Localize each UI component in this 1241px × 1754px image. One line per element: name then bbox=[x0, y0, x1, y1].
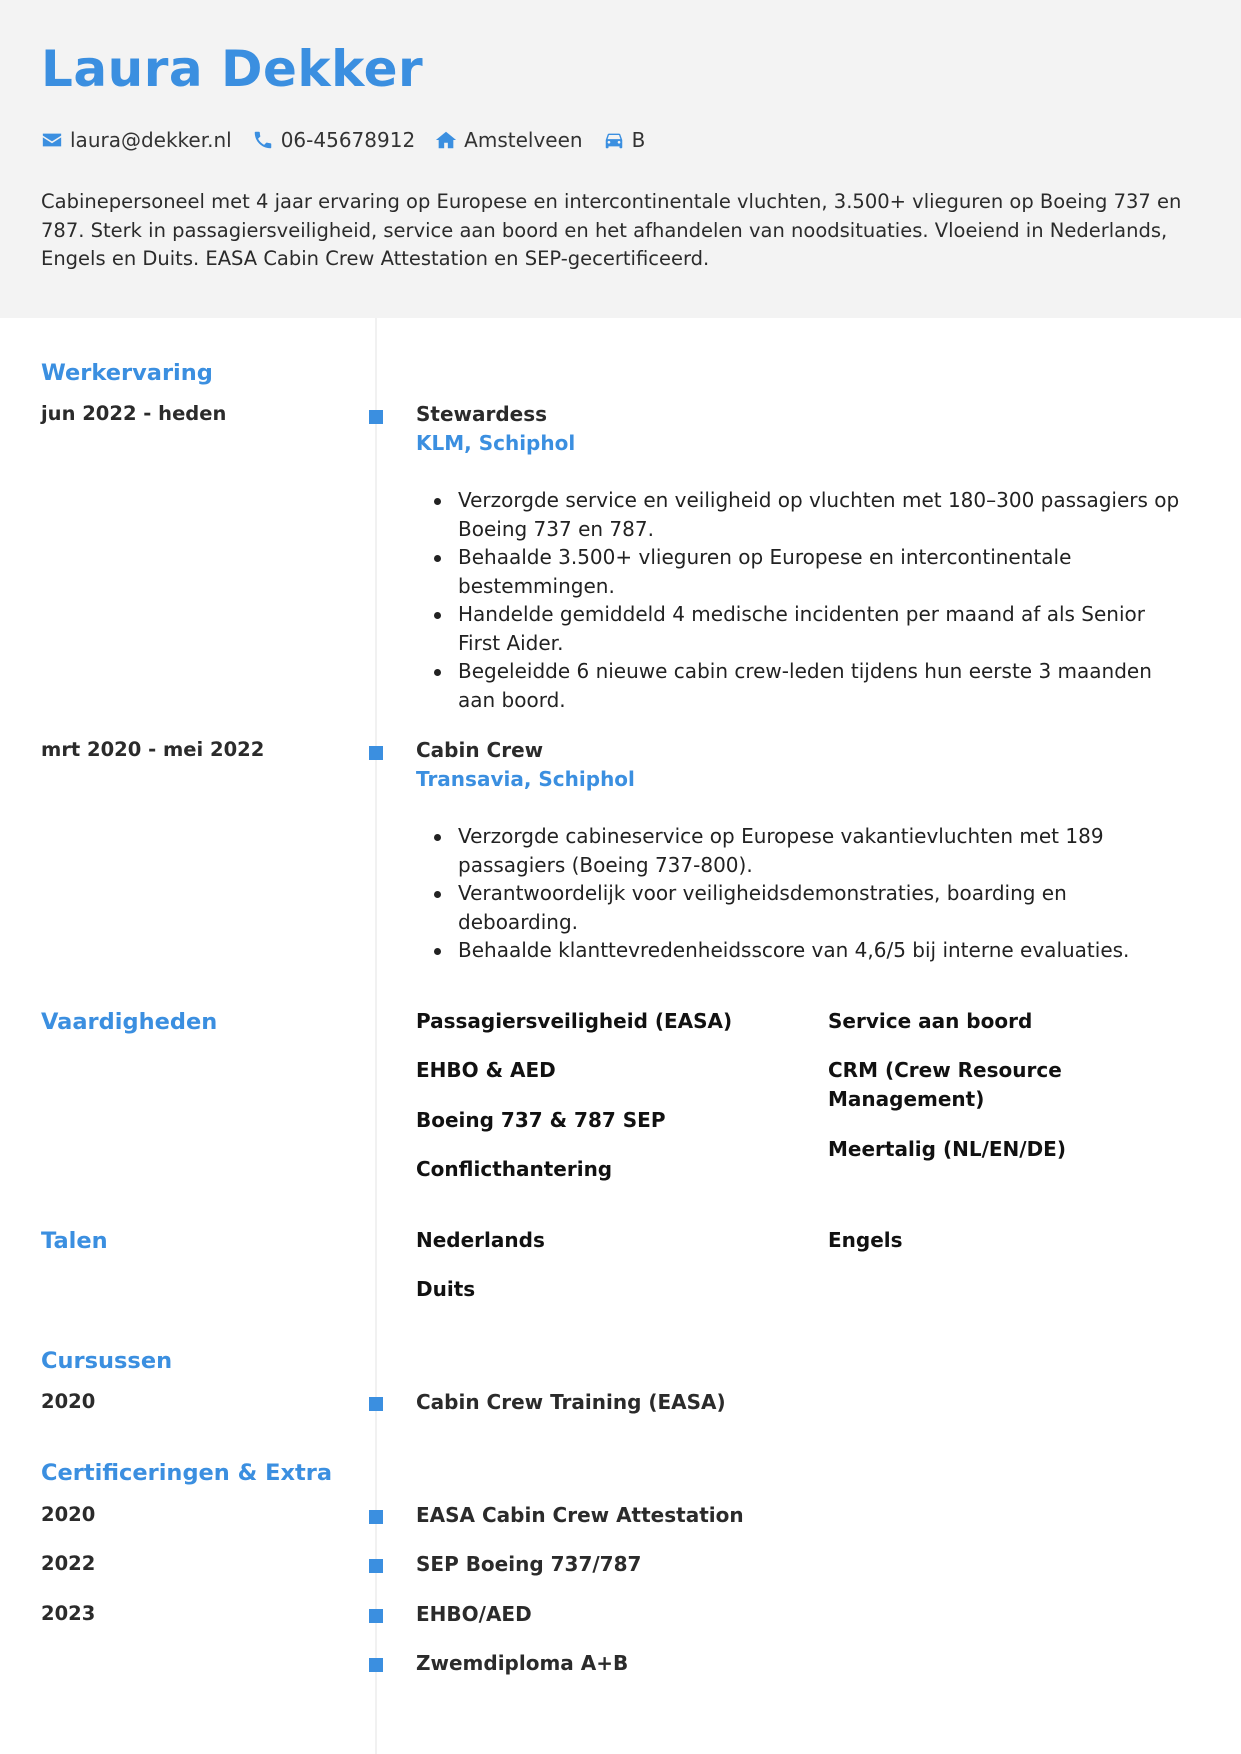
cert-name: EASA Cabin Crew Attestation bbox=[416, 1503, 744, 1527]
language-item: Engels bbox=[828, 1228, 903, 1252]
phone-icon bbox=[252, 129, 274, 151]
section-title-courses: Cursussen bbox=[41, 1348, 173, 1374]
cert-date: 2022 bbox=[41, 1552, 96, 1575]
section-title-languages: Talen bbox=[41, 1228, 108, 1254]
cert-name: EHBO/AED bbox=[416, 1602, 532, 1626]
car-icon bbox=[603, 129, 625, 151]
section-title-skills: Vaardigheden bbox=[41, 1009, 218, 1035]
bullet-item: Behaalde 3.500+ vlieguren op Europese en intercontinentale bestemmingen. bbox=[416, 543, 1191, 600]
skill-item: Meertalig (NL/EN/DE) bbox=[828, 1137, 1066, 1161]
job-date: mrt 2020 - mei 2022 bbox=[41, 738, 265, 761]
profile-summary: Cabinepersoneel met 4 jaar ervaring op Europese en intercontinentale vluchten, 3.500+ vlieguren op Boeing 737 en 787. Sterk in passagiersveiligheid, service aan boord en het afhandelen van noodsituaties. Vloeiend in Nederlands, Engels en Duits. EASA Cabin Crew Attestation en SEP-gecertificeerd. bbox=[41, 190, 1182, 270]
contact-bar bbox=[41, 128, 665, 152]
timeline-marker bbox=[369, 1559, 383, 1573]
section-title-experience: Werkervaring bbox=[41, 360, 213, 386]
skill-item: Boeing 737 & 787 SEP bbox=[416, 1108, 666, 1132]
timeline-marker bbox=[369, 746, 383, 760]
bullet-item: Handelde gemiddeld 4 medische incidenten per maand af als Senior First Aider. bbox=[416, 600, 1191, 657]
license-text: B bbox=[631, 128, 646, 152]
job-company: Transavia, Schiphol bbox=[416, 767, 635, 791]
timeline-divider bbox=[375, 318, 377, 1754]
skill-item: Service aan boord bbox=[828, 1009, 1033, 1033]
timeline-marker bbox=[369, 1609, 383, 1623]
job-title: Cabin Crew bbox=[416, 738, 544, 762]
job-company: KLM, Schiphol bbox=[416, 431, 576, 455]
bullet-item: Begeleidde 6 nieuwe cabin crew-leden tijdens hun eerste 3 maanden aan boord. bbox=[416, 657, 1191, 714]
job-title: Stewardess bbox=[416, 402, 548, 426]
phone-text: 06-45678912 bbox=[280, 128, 416, 152]
cert-date: 2020 bbox=[41, 1503, 96, 1526]
cert-name: Zwemdiploma A+B bbox=[416, 1651, 629, 1675]
location-text: Amstelveen bbox=[464, 128, 583, 152]
bullet-item: Behaalde klanttevredenheidsscore van 4,6/5 bij interne evaluaties. bbox=[416, 936, 1191, 965]
envelope-icon bbox=[41, 129, 63, 151]
email-text: laura@dekker.nl bbox=[70, 128, 232, 152]
job-date: jun 2022 - heden bbox=[41, 402, 227, 425]
skill-item: Conflicthantering bbox=[416, 1157, 613, 1181]
timeline-marker bbox=[369, 1510, 383, 1524]
skill-item: CRM (Crew Resource Management) bbox=[828, 1058, 1062, 1111]
bullet-item: Verzorgde cabineservice op Europese vakantievluchten met 189 passagiers (Boeing 737-800). bbox=[416, 822, 1191, 879]
home-icon bbox=[435, 129, 457, 151]
header bbox=[0, 0, 1241, 318]
contact-license bbox=[603, 128, 646, 152]
section-title-certifications: Certificeringen & Extra bbox=[41, 1460, 333, 1486]
skill-item: EHBO & AED bbox=[416, 1058, 556, 1082]
language-item: Duits bbox=[416, 1277, 476, 1301]
contact-email[interactable] bbox=[41, 128, 232, 152]
bullet-item: Verantwoordelijk voor veiligheidsdemonstraties, boarding en deboarding. bbox=[416, 879, 1191, 936]
contact-location bbox=[435, 128, 582, 152]
contact-phone[interactable] bbox=[252, 128, 415, 152]
timeline-marker bbox=[369, 1397, 383, 1411]
cert-date: 2023 bbox=[41, 1602, 96, 1625]
job-bullets bbox=[416, 822, 1191, 965]
timeline-marker bbox=[369, 1658, 383, 1672]
cert-name: SEP Boeing 737/787 bbox=[416, 1552, 642, 1576]
course-name: Cabin Crew Training (EASA) bbox=[416, 1390, 726, 1414]
skill-item: Passagiersveiligheid (EASA) bbox=[416, 1009, 733, 1033]
bullet-item: Verzorgde service en veiligheid op vluchten met 180–300 passagiers op Boeing 737 en 787. bbox=[416, 486, 1191, 543]
job-bullets bbox=[416, 486, 1191, 714]
course-date: 2020 bbox=[41, 1390, 96, 1413]
candidate-name: Laura Dekker bbox=[41, 40, 424, 98]
timeline-marker bbox=[369, 410, 383, 424]
language-item: Nederlands bbox=[416, 1228, 545, 1252]
